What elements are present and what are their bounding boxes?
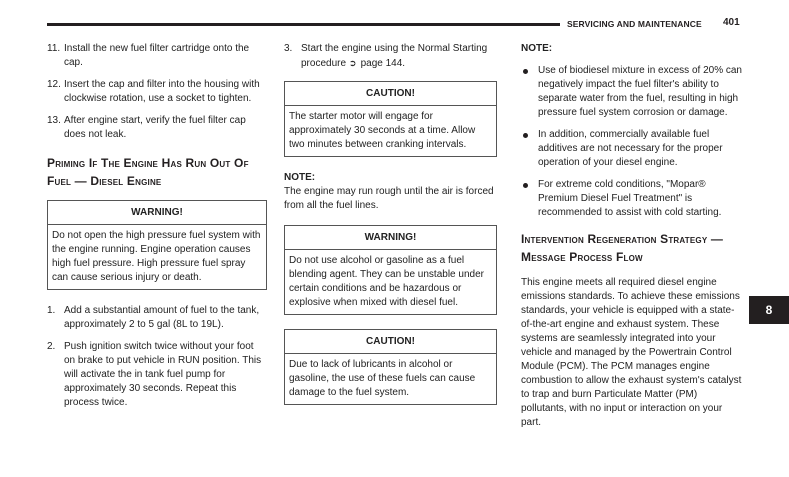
section-heading: Intervention Regeneration Strategy — Message Process Flow (521, 232, 724, 264)
header-rule (47, 23, 560, 26)
steps-list-c (284, 42, 497, 71)
warning-box (284, 225, 497, 315)
caution-body: The starter motor will engage for approximately 30 seconds at a time. Allow two minutes between cranking intervals. (289, 111, 476, 150)
caution-box (284, 81, 497, 157)
chapter-tab (749, 296, 789, 324)
step-number: 2. (47, 341, 56, 352)
warning-body: Do not open the high pressure fuel system with the engine running. Engine operation causes high fuel pressure. High pressure fuel spray can cause serious injury or death. (52, 230, 261, 283)
step-number: 12. (47, 79, 61, 90)
caution-title: CAUTION! (285, 330, 496, 354)
step-number: 11. (47, 43, 61, 54)
caution-box (284, 329, 497, 405)
list-item (47, 114, 267, 142)
section-title: SERVICING AND MAINTENANCE (567, 19, 702, 29)
step-number: 3. (284, 43, 293, 54)
list-item (521, 178, 745, 220)
bullet-text: Use of biodiesel mixture in excess of 20% can negatively impact the fuel filter's ability to separate water from the fuel, resulting in high pressure fuel system corrosion or damage. (538, 65, 742, 118)
list-item (47, 304, 267, 332)
list-item (47, 340, 267, 410)
chapter-tab-label: 8 (765, 303, 773, 317)
step-text: Add a substantial amount of fuel to the tank, approximately 2 to 5 gal (8L to 19L). (64, 305, 260, 330)
step-text: After engine start, verify the fuel filter cap does not leak. (64, 115, 246, 140)
bullet-text: For extreme cold conditions, "Mopar® Premium Diesel Fuel Treatment" is recommended to assist with cold starting. (538, 179, 722, 218)
warning-title: WARNING! (285, 226, 496, 250)
step-text: Install the new fuel filter cartridge onto the cap. (64, 43, 250, 68)
steps-list-b (47, 304, 267, 410)
caution-body: Due to lack of lubricants in alcohol or gasoline, the use of these fuels can cause damage to the fuel system. (289, 359, 476, 398)
steps-list-a (47, 42, 267, 142)
body-paragraph: This engine meets all required diesel engine emissions standards. To achieve these emissions standards, your vehicle is equipped with a state-of-the-art engine and exhaust system. These systems are seamlessly integrated into your vehicle and managed by the Powertrain Control Module (PCM). The PCM manages engine combustion to allow the exhaust system's catalyst to trap and burn Particulate Matter (PM) pollutants, with no input or interaction on your part. (521, 277, 742, 428)
arrow-ref-icon: ➲ (348, 58, 357, 68)
bullet-icon (523, 69, 528, 74)
step-number: 1. (47, 305, 56, 316)
note-label: NOTE: (284, 172, 316, 183)
page-number: 401 (723, 17, 740, 28)
column-2 (284, 42, 497, 405)
step-text: Push ignition switch twice without your foot on brake to put vehicle in RUN position. This will activate the in tank fuel pump for approximately 30 seconds. Repeat this process twice. (64, 341, 262, 408)
page-reference[interactable]: page 144. (360, 58, 406, 69)
note-body: The engine may run rough until the air is forced from all the fuel lines. (284, 186, 494, 211)
section-heading: Priming If The Engine Has Run Out Of Fuel — Diesel Engine (47, 156, 249, 188)
list-item (521, 128, 745, 170)
step-text: Start the engine using the Normal Starting procedure (301, 43, 488, 69)
step-number: 13. (47, 115, 61, 126)
warning-box (47, 200, 267, 290)
warning-title: WARNING! (48, 201, 266, 225)
step-text: Insert the cap and filter into the housing with clockwise rotation, use a socket to tighten. (64, 79, 260, 104)
caution-title: CAUTION! (285, 82, 496, 106)
list-item (47, 78, 267, 106)
note-label: NOTE: (521, 43, 553, 54)
column-3 (521, 42, 745, 430)
warning-body: Do not use alcohol or gasoline as a fuel blending agent. They can be unstable under certain conditions and be hazardous or explosive when mixed with diesel fuel. (289, 255, 484, 308)
bullet-icon (523, 133, 528, 138)
list-item (47, 42, 267, 70)
list-item (284, 42, 497, 71)
note-bullets (521, 64, 745, 220)
note-block (284, 171, 497, 213)
bullet-text: In addition, commercially available fuel additives are not necessary for the proper operation of your diesel engine. (538, 129, 723, 168)
column-1 (47, 42, 267, 418)
list-item (521, 64, 745, 120)
bullet-icon (523, 183, 528, 188)
